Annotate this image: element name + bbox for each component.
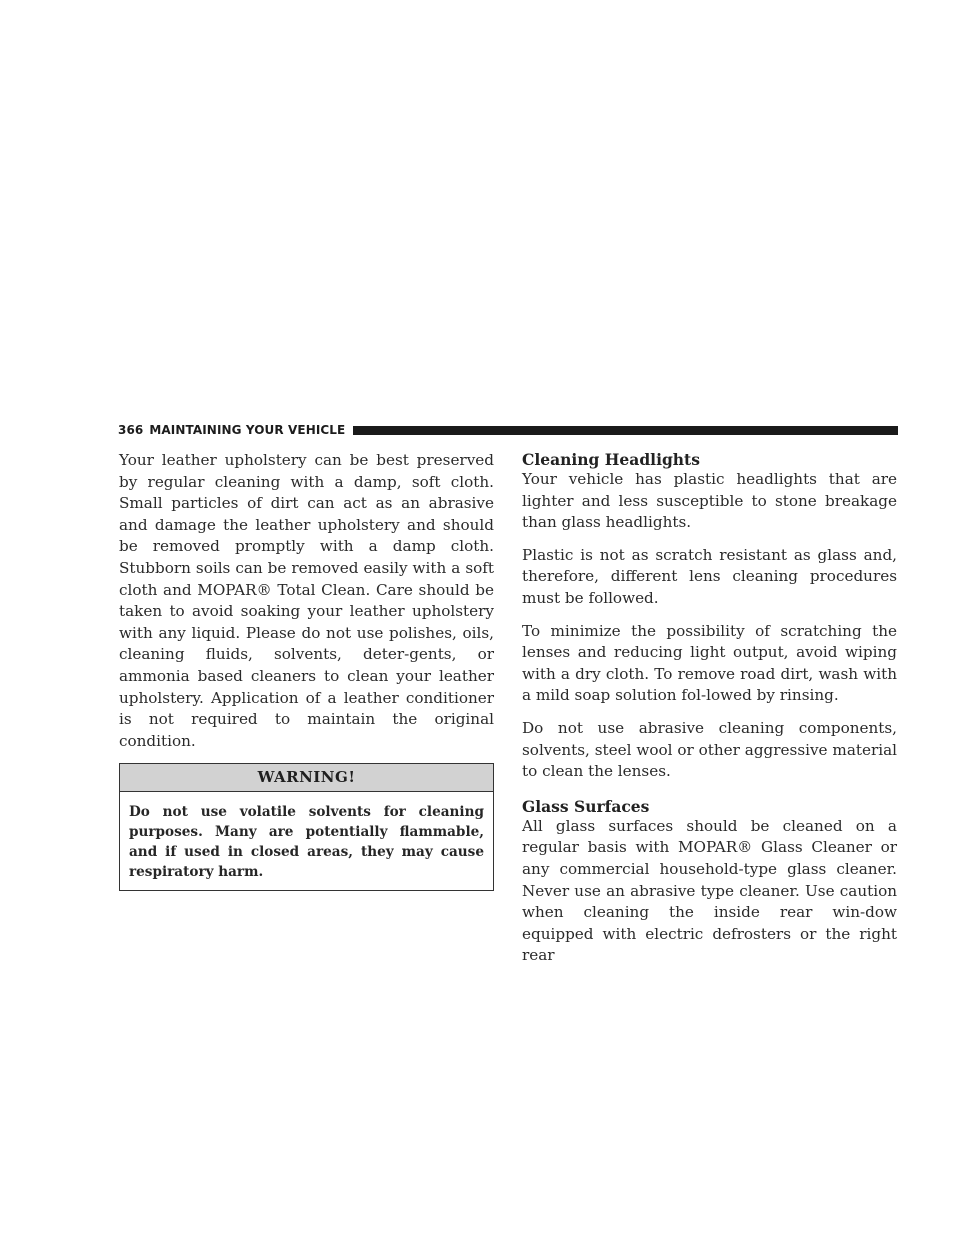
page-header — [118, 422, 898, 438]
headlights-paragraph-3: To minimize the possibility of scratching the lenses and reducing light output, avoid wiping with a dry cloth. To remove road dirt, wash with a mild soap solution fol-lowed by rinsing. — [522, 621, 897, 705]
left-column — [119, 450, 494, 891]
headlights-heading: Cleaning Headlights — [522, 450, 700, 469]
headlights-paragraph-4: Do not use abrasive cleaning components, solvents, steel wool or other aggressive material to clean the lenses. — [522, 718, 897, 781]
page-number: 366 — [118, 423, 144, 437]
headlights-paragraph-2: Plastic is not as scratch resistant as glass and, therefore, different lens cleaning procedures must be followed. — [522, 545, 897, 607]
headlights-paragraph-1: Your vehicle has plastic headlights that are lighter and less susceptible to stone breakage than glass headlights. — [522, 470, 897, 532]
leather-upholstery-paragraph: Your leather upholstery can be best preserved by regular cleaning with a damp, soft cloth. Small particles of dirt can act as an abrasive and damage the leather upholstery and should be removed promptly with a damp cloth. Stubborn soils can be removed easily with a soft cloth and MOPAR® Total Clean. Care should be taken to avoid soaking your leather upholstery with any liquid. Please do not use polishes, oils, cleaning fluids, solvents, deter-gents, or ammonia based cleaners to clean your leather upholstery. Application of a leather conditioner is not required to maintain the original condition. — [119, 451, 494, 750]
glass-paragraph: All glass surfaces should be cleaned on a regular basis with MOPAR® Glass Cleaner or any commercial household-type glass cleaner. Never use an abrasive type cleaner. Use caution when cleaning the inside rear win-dow equipped with electric defrosters or the right rear — [522, 816, 897, 965]
right-column — [522, 451, 897, 978]
warning-box — [119, 763, 494, 891]
warning-title: WARNING! — [120, 764, 493, 792]
header-rule — [353, 426, 898, 435]
warning-text: Do not use volatile solvents for cleaning purposes. Many are potentially flammable, and if used in closed areas, they may cause respiratory harm. — [129, 804, 484, 881]
section-title: MAINTAINING YOUR VEHICLE — [149, 423, 346, 437]
glass-heading: Glass Surfaces — [522, 796, 650, 816]
